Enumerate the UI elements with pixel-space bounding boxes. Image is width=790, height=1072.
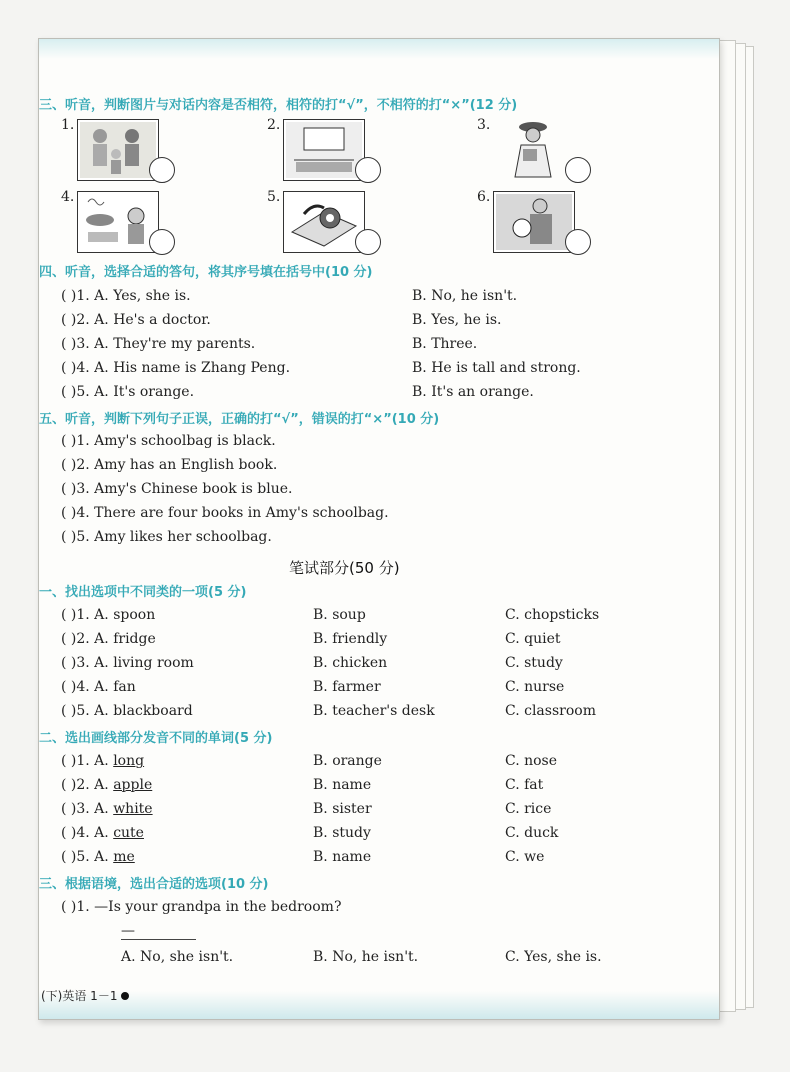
options-row	[39, 949, 719, 971]
underlined-word: long	[113, 753, 145, 769]
option-prefix: ( )5. A.	[61, 849, 114, 865]
page-footer	[41, 987, 129, 1004]
option-a: A. No, she isn't.	[121, 949, 234, 965]
option-b: B. farmer	[313, 679, 381, 695]
option-prefix: ( )2. A.	[61, 777, 114, 793]
section-heading-context: 三、根据语境，选出合适的选项(10 分)	[39, 877, 269, 892]
option-c: C. fat	[505, 777, 544, 793]
option-b: B. No, he isn't.	[313, 949, 419, 965]
question-option-b: B. Yes, he is.	[412, 312, 502, 328]
statement-text: ( )1. Amy's schoolbag is black.	[61, 433, 276, 449]
page-content	[39, 39, 719, 1019]
question-text: ( )1. —Is your grandpa in the bedroom?	[61, 899, 342, 915]
question-row	[39, 801, 719, 823]
option-prefix: ( )1. A.	[61, 753, 114, 769]
written-part-title: 笔试部分(50 分)	[289, 559, 400, 577]
question-row	[39, 312, 719, 334]
footer-text: (下)英语 1－1	[41, 989, 118, 1003]
question-row	[39, 384, 719, 406]
picture-number: 1.	[61, 117, 75, 133]
question-row	[39, 655, 719, 677]
question-option-a: ( )2. A. He's a doctor.	[61, 312, 211, 328]
section-heading-listen-choose: 四、听音，选择合适的答句，将其序号填在括号中(10 分)	[39, 265, 373, 280]
cooking-picture	[77, 191, 159, 253]
underlined-word: cute	[113, 825, 144, 841]
statement-row	[39, 481, 719, 503]
question-option-a: ( )3. A. They're my parents.	[61, 336, 256, 352]
option-b: B. name	[313, 777, 372, 793]
option-c: C. we	[505, 849, 545, 865]
question-row	[39, 825, 719, 847]
football-boy-picture	[493, 191, 575, 253]
classroom-picture	[283, 119, 365, 181]
section-heading-pronunciation: 二、选出画线部分发音不同的单词(5 分)	[39, 731, 273, 746]
question-option-a: ( )4. A. His name is Zhang Peng.	[61, 360, 291, 376]
answer-dash-row	[39, 923, 719, 945]
footer-dot-icon	[121, 992, 129, 1000]
question-option-b: B. No, he isn't.	[412, 288, 518, 304]
option-c: C. duck	[505, 825, 559, 841]
picture-number: 2.	[267, 117, 281, 133]
option-c: C. rice	[505, 801, 552, 817]
section-heading-odd-one-out: 一、找出选项中不同类的一项(5 分)	[39, 585, 247, 600]
picture-number: 4.	[61, 189, 75, 205]
answer-circle[interactable]	[565, 229, 591, 255]
question-row	[39, 607, 719, 629]
question-option-b: B. He is tall and strong.	[412, 360, 581, 376]
option-a: ( )4. A. fan	[61, 679, 136, 695]
underlined-word: white	[113, 801, 153, 817]
answer-circle[interactable]	[355, 229, 381, 255]
answer-circle[interactable]	[565, 157, 591, 183]
option-b: B. teacher's desk	[313, 703, 435, 719]
answer-circle[interactable]	[355, 157, 381, 183]
statement-row	[39, 505, 719, 527]
option-c: C. classroom	[505, 703, 596, 719]
statement-text: ( )5. Amy likes her schoolbag.	[61, 529, 272, 545]
option-prefix: ( )4. A.	[61, 825, 114, 841]
option-b: B. name	[313, 849, 372, 865]
option-b: B. orange	[313, 753, 382, 769]
question-row	[39, 288, 719, 310]
telephone-picture	[283, 191, 365, 253]
question-option-a: ( )5. A. It's orange.	[61, 384, 195, 400]
underlined-word: me	[113, 849, 135, 865]
question-option-b: B. Three.	[412, 336, 478, 352]
section-heading-listen-pictures: 三、听音，判断图片与对话内容是否相符，相符的打“√”，不相符的打“×”(12 分)	[39, 98, 518, 113]
picture-number: 6.	[477, 189, 491, 205]
question-row	[39, 703, 719, 725]
answer-circle[interactable]	[149, 157, 175, 183]
option-b: B. sister	[313, 801, 372, 817]
option-c: C. Yes, she is.	[505, 949, 602, 965]
answer-dash: —	[121, 923, 135, 939]
question-row	[39, 899, 719, 921]
answer-blank-line[interactable]	[121, 939, 196, 940]
section-heading-true-false: 五、听音，判断下列句子正误，正确的打“√”，错误的打“×”(10 分)	[39, 412, 440, 427]
question-option-b: B. It's an orange.	[412, 384, 534, 400]
question-row	[39, 631, 719, 653]
underlined-word: apple	[113, 777, 153, 793]
option-prefix: ( )3. A.	[61, 801, 114, 817]
option-c: C. study	[505, 655, 563, 671]
option-c: C. chopsticks	[505, 607, 600, 623]
option-a: ( )5. A. blackboard	[61, 703, 193, 719]
family-picture	[77, 119, 159, 181]
option-b: B. chicken	[313, 655, 388, 671]
option-b: B. friendly	[313, 631, 388, 647]
option-a: ( )3. A. living room	[61, 655, 194, 671]
statement-text: ( )2. Amy has an English book.	[61, 457, 278, 473]
question-row	[39, 777, 719, 799]
option-b: B. study	[313, 825, 371, 841]
picture-number: 5.	[267, 189, 281, 205]
statement-row	[39, 529, 719, 551]
option-c: C. nose	[505, 753, 558, 769]
question-row	[39, 849, 719, 871]
option-c: C. quiet	[505, 631, 561, 647]
option-a: ( )2. A. fridge	[61, 631, 156, 647]
question-row	[39, 753, 719, 775]
statement-row	[39, 457, 719, 479]
statement-text: ( )4. There are four books in Amy's schoolbag.	[61, 505, 389, 521]
girl-reading-picture	[493, 119, 573, 179]
option-b: B. soup	[313, 607, 366, 623]
question-row	[39, 336, 719, 358]
picture-number: 3.	[477, 117, 491, 133]
worksheet-page	[38, 38, 720, 1020]
option-a: ( )1. A. spoon	[61, 607, 156, 623]
question-option-a: ( )1. A. Yes, she is.	[61, 288, 191, 304]
statement-row	[39, 433, 719, 455]
answer-circle[interactable]	[149, 229, 175, 255]
question-row	[39, 360, 719, 382]
statement-text: ( )3. Amy's Chinese book is blue.	[61, 481, 293, 497]
question-row	[39, 679, 719, 701]
option-c: C. nurse	[505, 679, 565, 695]
